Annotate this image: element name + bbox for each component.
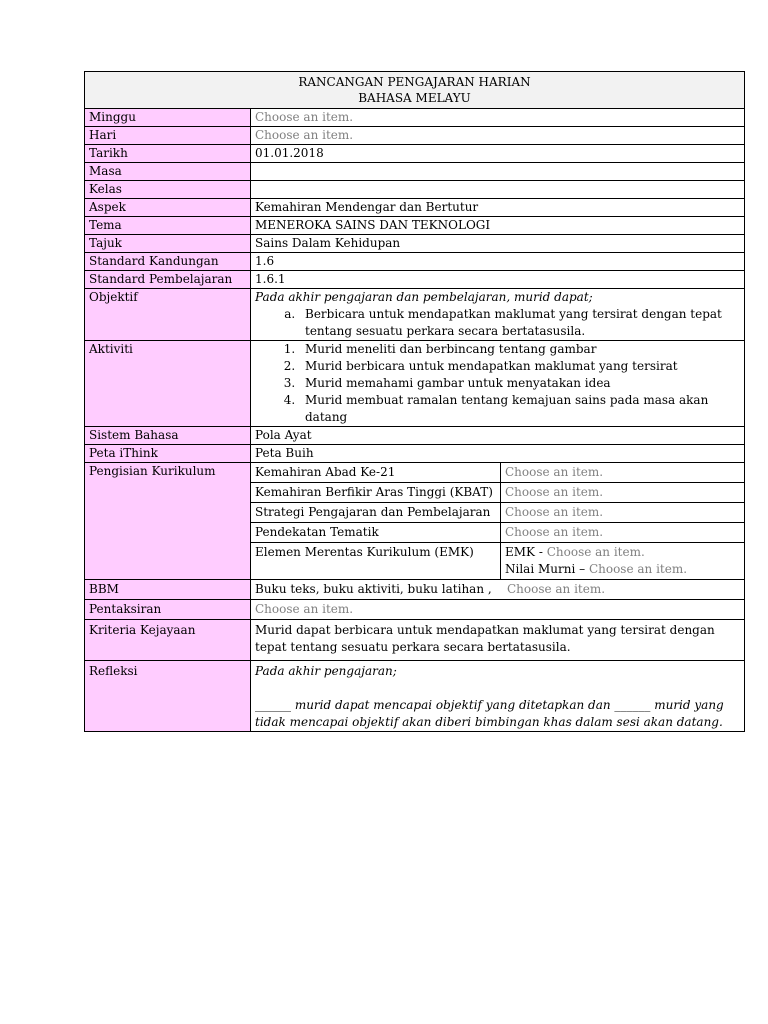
strategi-dropdown[interactable]: Choose an item. (501, 503, 745, 523)
sistem-bahasa-field[interactable]: Pola Ayat (251, 427, 745, 445)
tajuk-field[interactable]: Sains Dalam Kehidupan (251, 235, 745, 253)
minggu-dropdown[interactable]: Choose an item. (251, 109, 745, 127)
emk-label: Elemen Merentas Kurikulum (EMK) (251, 543, 501, 580)
label-standard-pembelajaran: Standard Pembelajaran (85, 271, 251, 289)
label-aktiviti: Aktiviti (85, 341, 251, 427)
kriteria-kejayaan-field[interactable]: Murid dapat berbicara untuk mendapatkan maklumat yang tersirat dengan tepat tentang sesuatu perkara secara bertatasusila. (251, 620, 745, 661)
header-subject: BAHASA MELAYU (358, 91, 471, 105)
label-minggu: Minggu (85, 109, 251, 127)
bbm-dropdown[interactable]: Choose an item. (506, 582, 606, 596)
standard-kandungan-field[interactable]: 1.6 (251, 253, 745, 271)
nilai-murni-dropdown[interactable]: Choose an item. (588, 562, 688, 576)
kbat-dropdown[interactable]: Choose an item. (501, 483, 745, 503)
label-kelas: Kelas (85, 181, 251, 199)
row-peta-ithink (85, 445, 745, 463)
row-hari (85, 127, 745, 145)
aktiviti-field[interactable] (251, 341, 745, 427)
header-title: RANCANGAN PENGAJARAN HARIAN (298, 75, 531, 89)
label-kriteria-kejayaan: Kriteria Kejayaan (85, 620, 251, 661)
label-peta-ithink: Peta iThink (85, 445, 251, 463)
row-standard-kandungan (85, 253, 745, 271)
row-kelas (85, 181, 745, 199)
row-aktiviti (85, 341, 745, 427)
label-sistem-bahasa: Sistem Bahasa (85, 427, 251, 445)
label-refleksi: Refleksi (85, 661, 251, 732)
row-kriteria-kejayaan (85, 620, 745, 661)
refleksi-intro: Pada akhir pengajaran; (255, 664, 397, 678)
label-pentaksiran: Pentaksiran (85, 600, 251, 620)
label-aspek: Aspek (85, 199, 251, 217)
label-tema: Tema (85, 217, 251, 235)
pendekatan-tematik-label: Pendekatan Tematik (251, 523, 501, 543)
kemahiran-abad-label: Kemahiran Abad Ke-21 (251, 463, 501, 483)
aktiviti-item: 3. Murid memahami gambar untuk menyatakan idea (299, 375, 740, 392)
peta-ithink-field[interactable]: Peta Buih (251, 445, 745, 463)
row-aspek (85, 199, 745, 217)
row-tema (85, 217, 745, 235)
row-standard-pembelajaran (85, 271, 745, 289)
label-bbm: BBM (85, 580, 251, 600)
nilai-murni-prefix: Nilai Murni – (505, 562, 589, 576)
refleksi-spacer (255, 680, 740, 697)
label-objektif: Objektif (85, 289, 251, 341)
row-tajuk (85, 235, 745, 253)
bbm-text[interactable]: Buku teks, buku aktiviti, buku latihan , (255, 582, 492, 596)
standard-pembelajaran-field[interactable]: 1.6.1 (251, 271, 745, 289)
label-tarikh: Tarikh (85, 145, 251, 163)
row-pentaksiran (85, 600, 745, 620)
row-sistem-bahasa (85, 427, 745, 445)
emk-field (501, 543, 745, 580)
label-pengisian-kurikulum: Pengisian Kurikulum (85, 463, 251, 580)
table-header (85, 72, 745, 109)
refleksi-field[interactable] (251, 661, 745, 732)
masa-field[interactable] (251, 163, 745, 181)
objektif-item: a. Berbicara untuk mendapatkan maklumat yang tersirat dengan tepat tentang sesuatu perkara secara bertatasusila. (299, 306, 740, 340)
row-objektif (85, 289, 745, 341)
kemahiran-abad-dropdown[interactable]: Choose an item. (501, 463, 745, 483)
label-masa: Masa (85, 163, 251, 181)
kelas-field[interactable] (251, 181, 745, 199)
aktiviti-item: 4. Murid membuat ramalan tentang kemajuan sains pada masa akan datang (299, 392, 740, 426)
refleksi-text: ______ murid dapat mencapai objektif yang ditetapkan dan ______ murid yang tidak mencapai objektif akan diberi bimbingan khas dalam sesi akan datang. (255, 698, 724, 729)
row-tarikh (85, 145, 745, 163)
objektif-field[interactable] (251, 289, 745, 341)
label-hari: Hari (85, 127, 251, 145)
nilai-murni-line (505, 561, 740, 578)
objektif-intro: Pada akhir pengajaran dan pembelajaran, murid dapat; (255, 290, 593, 304)
hari-dropdown[interactable]: Choose an item. (251, 127, 745, 145)
emk-line (505, 544, 740, 561)
row-refleksi (85, 661, 745, 732)
aspek-field[interactable]: Kemahiran Mendengar dan Bertutur (251, 199, 745, 217)
row-bbm (85, 580, 745, 600)
pentaksiran-dropdown[interactable]: Choose an item. (251, 600, 745, 620)
header-row (85, 72, 745, 109)
bbm-field (251, 580, 745, 600)
kbat-label: Kemahiran Berfikir Aras Tinggi (KBAT) (251, 483, 501, 503)
aktiviti-item: 2. Murid berbicara untuk mendapatkan maklumat yang tersirat (299, 358, 740, 375)
emk-prefix: EMK - (505, 545, 547, 559)
aktiviti-list (255, 341, 740, 426)
aktiviti-item: 1. Murid meneliti dan berbincang tentang gambar (299, 341, 740, 358)
objektif-list (255, 306, 740, 340)
tema-field[interactable]: MENEROKA SAINS DAN TEKNOLOGI (251, 217, 745, 235)
emk-dropdown[interactable]: Choose an item. (546, 545, 645, 559)
row-minggu (85, 109, 745, 127)
row-pengisian-kurikulum-1 (85, 463, 745, 483)
strategi-label: Strategi Pengajaran dan Pembelajaran (251, 503, 501, 523)
rph-table (84, 71, 745, 732)
pendekatan-tematik-dropdown[interactable]: Choose an item. (501, 523, 745, 543)
label-standard-kandungan: Standard Kandungan (85, 253, 251, 271)
tarikh-field[interactable]: 01.01.2018 (251, 145, 745, 163)
label-tajuk: Tajuk (85, 235, 251, 253)
row-masa (85, 163, 745, 181)
